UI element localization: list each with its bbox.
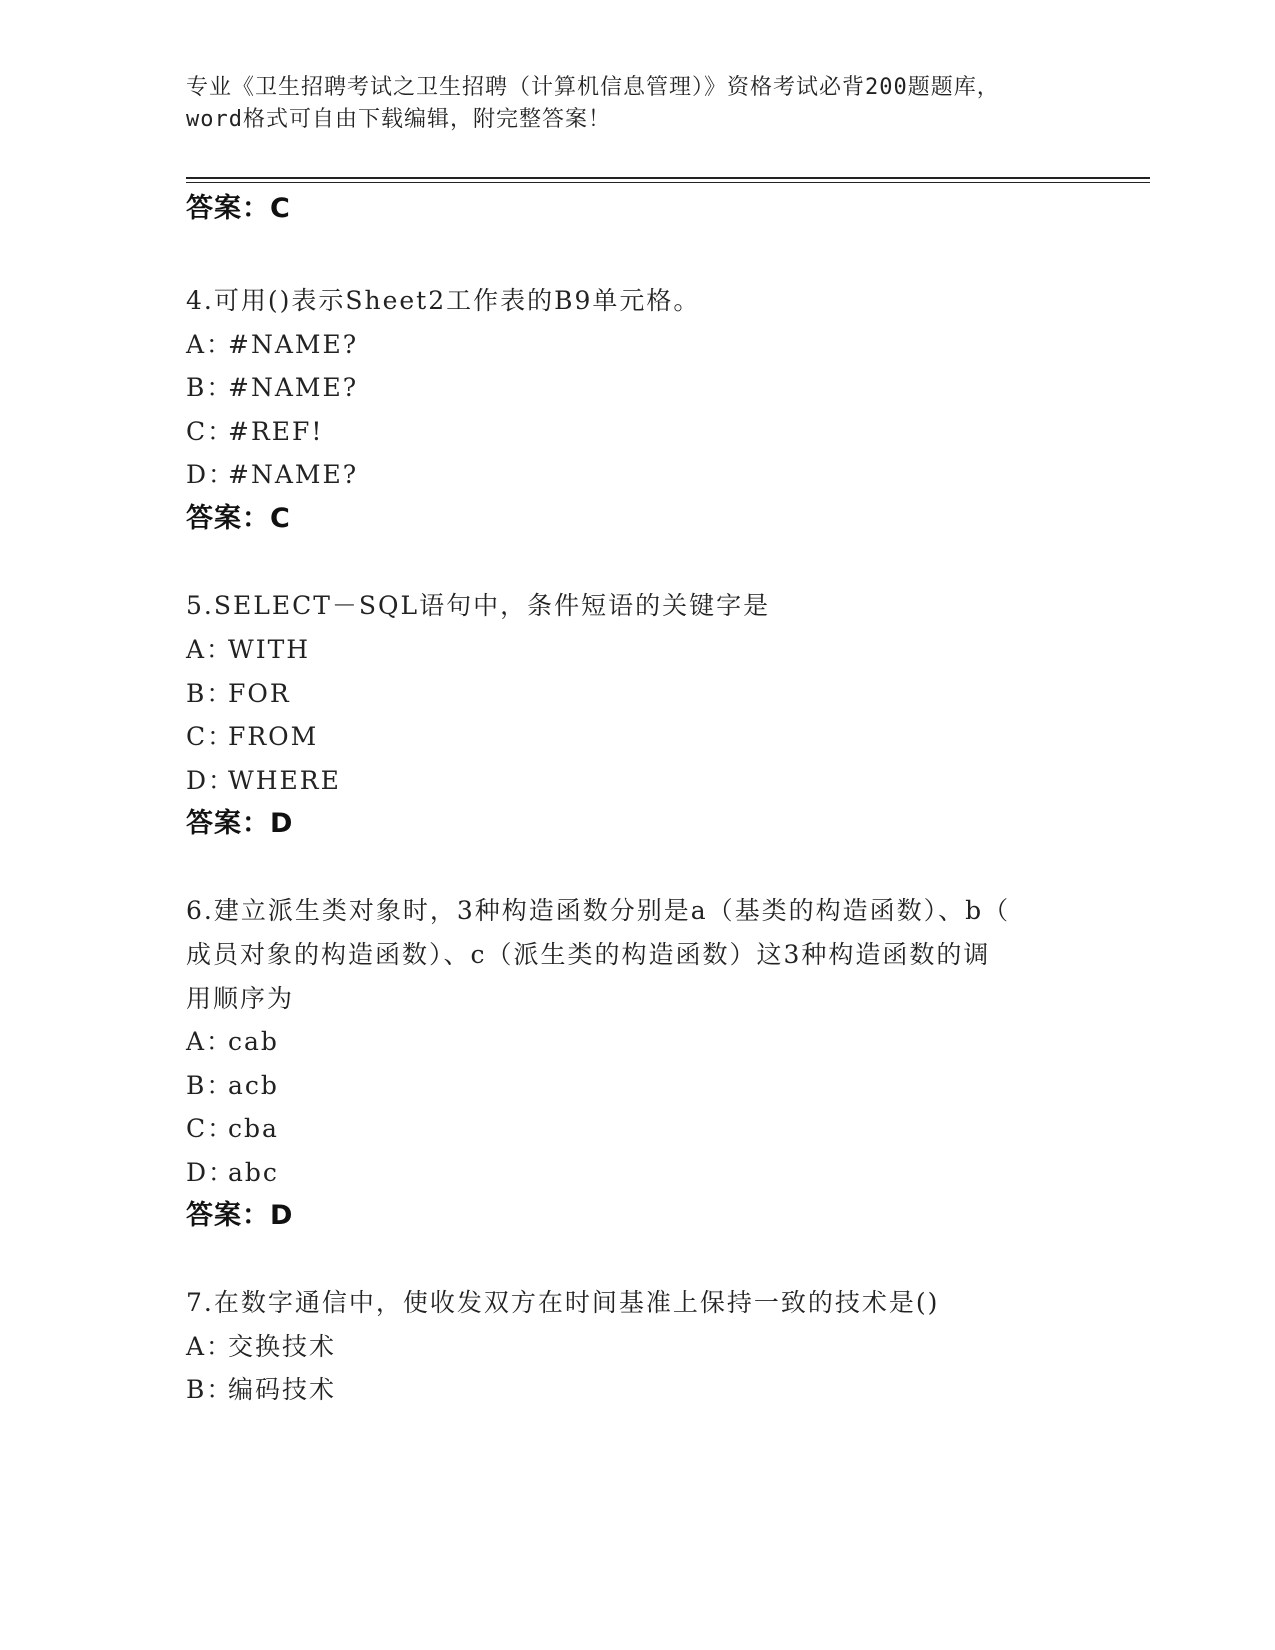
question-stem: 5.SELECT－SQL语句中，条件短语的关键字是 [186,591,771,620]
document-header [186,72,1086,136]
option-d [186,1157,279,1189]
option-text: #REF! [228,417,324,446]
answer-line: 答案：C [186,193,291,224]
option-text: abc [228,1158,279,1187]
option-mark: C： [186,722,235,751]
option-b [186,372,358,404]
question-stem-continued: 用顺序为 [186,984,295,1013]
header-divider-thick [186,177,1150,179]
option-d [186,765,341,797]
option-mark: A： [186,330,234,359]
answer-line: 答案：D [186,808,294,839]
option-text: #NAME? [228,373,359,402]
option-text: #NAME? [228,330,359,359]
option-mark: D： [186,460,236,489]
option-c [186,416,323,448]
option-mark: A： [186,1332,234,1361]
option-b [186,678,291,710]
header-divider-thin [186,182,1150,183]
option-d [186,459,358,491]
option-text: FOR [228,679,291,708]
option-mark: C： [186,1114,235,1143]
option-b [186,1374,336,1406]
option-mark: B： [186,1375,234,1404]
question-stem: 6.建立派生类对象时，3种构造函数分别是a（基类的构造函数）、b（ [186,896,1011,925]
answer-line: 答案：D [186,1200,294,1231]
option-mark: B： [186,679,234,708]
option-c [186,1113,279,1145]
option-a [186,1331,336,1363]
option-c [186,721,318,753]
option-b [186,1070,279,1102]
option-text: FROM [228,722,319,751]
option-mark: A： [186,635,234,664]
option-a [186,634,310,666]
option-text: #NAME? [228,460,359,489]
answer-line: 答案：C [186,503,291,534]
option-text: 编码技术 [228,1375,337,1404]
option-text: WHERE [228,766,341,795]
header-line-2: word格式可自由下载编辑，附完整答案！ [186,107,611,132]
option-mark: B： [186,1071,234,1100]
option-text: acb [228,1071,279,1100]
option-a [186,1026,279,1058]
option-mark: A： [186,1027,234,1056]
question-stem-continued: 成员对象的构造函数）、c（派生类的构造函数）这3种构造函数的调 [186,940,991,969]
header-line-1: 专业《卫生招聘考试之卫生招聘（计算机信息管理）》资格考试必背200题题库， [186,75,1000,100]
option-mark: C： [186,417,235,446]
option-a [186,329,358,361]
question-stem: 4.可用()表示Sheet2工作表的B9单元格。 [186,286,701,315]
option-mark: D： [186,766,236,795]
option-text: cab [228,1027,279,1056]
question-stem: 7.在数字通信中，使收发双方在时间基准上保持一致的技术是() [186,1288,940,1317]
option-mark: B： [186,373,234,402]
option-mark: D： [186,1158,236,1187]
option-text: cba [228,1114,279,1143]
option-text: WITH [228,635,311,664]
option-text: 交换技术 [228,1332,337,1361]
